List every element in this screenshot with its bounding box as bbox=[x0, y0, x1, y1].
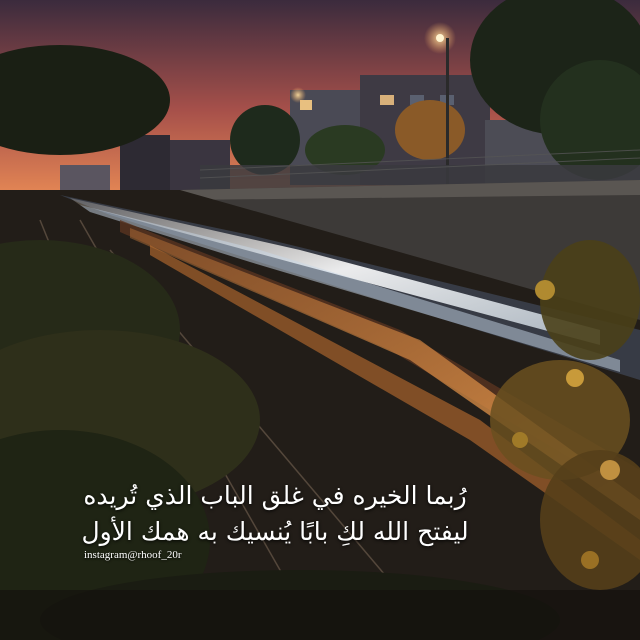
instagram-watermark: instagram@rhoof_20r bbox=[84, 549, 182, 561]
quote-line-1: رُبما الخيره في غلق الباب الذي تُريده bbox=[83, 481, 467, 510]
quote-line-2: ليفتح الله لكِ بابًا يُنسيك به همك الأول bbox=[81, 517, 469, 546]
quote-text bbox=[60, 478, 490, 550]
